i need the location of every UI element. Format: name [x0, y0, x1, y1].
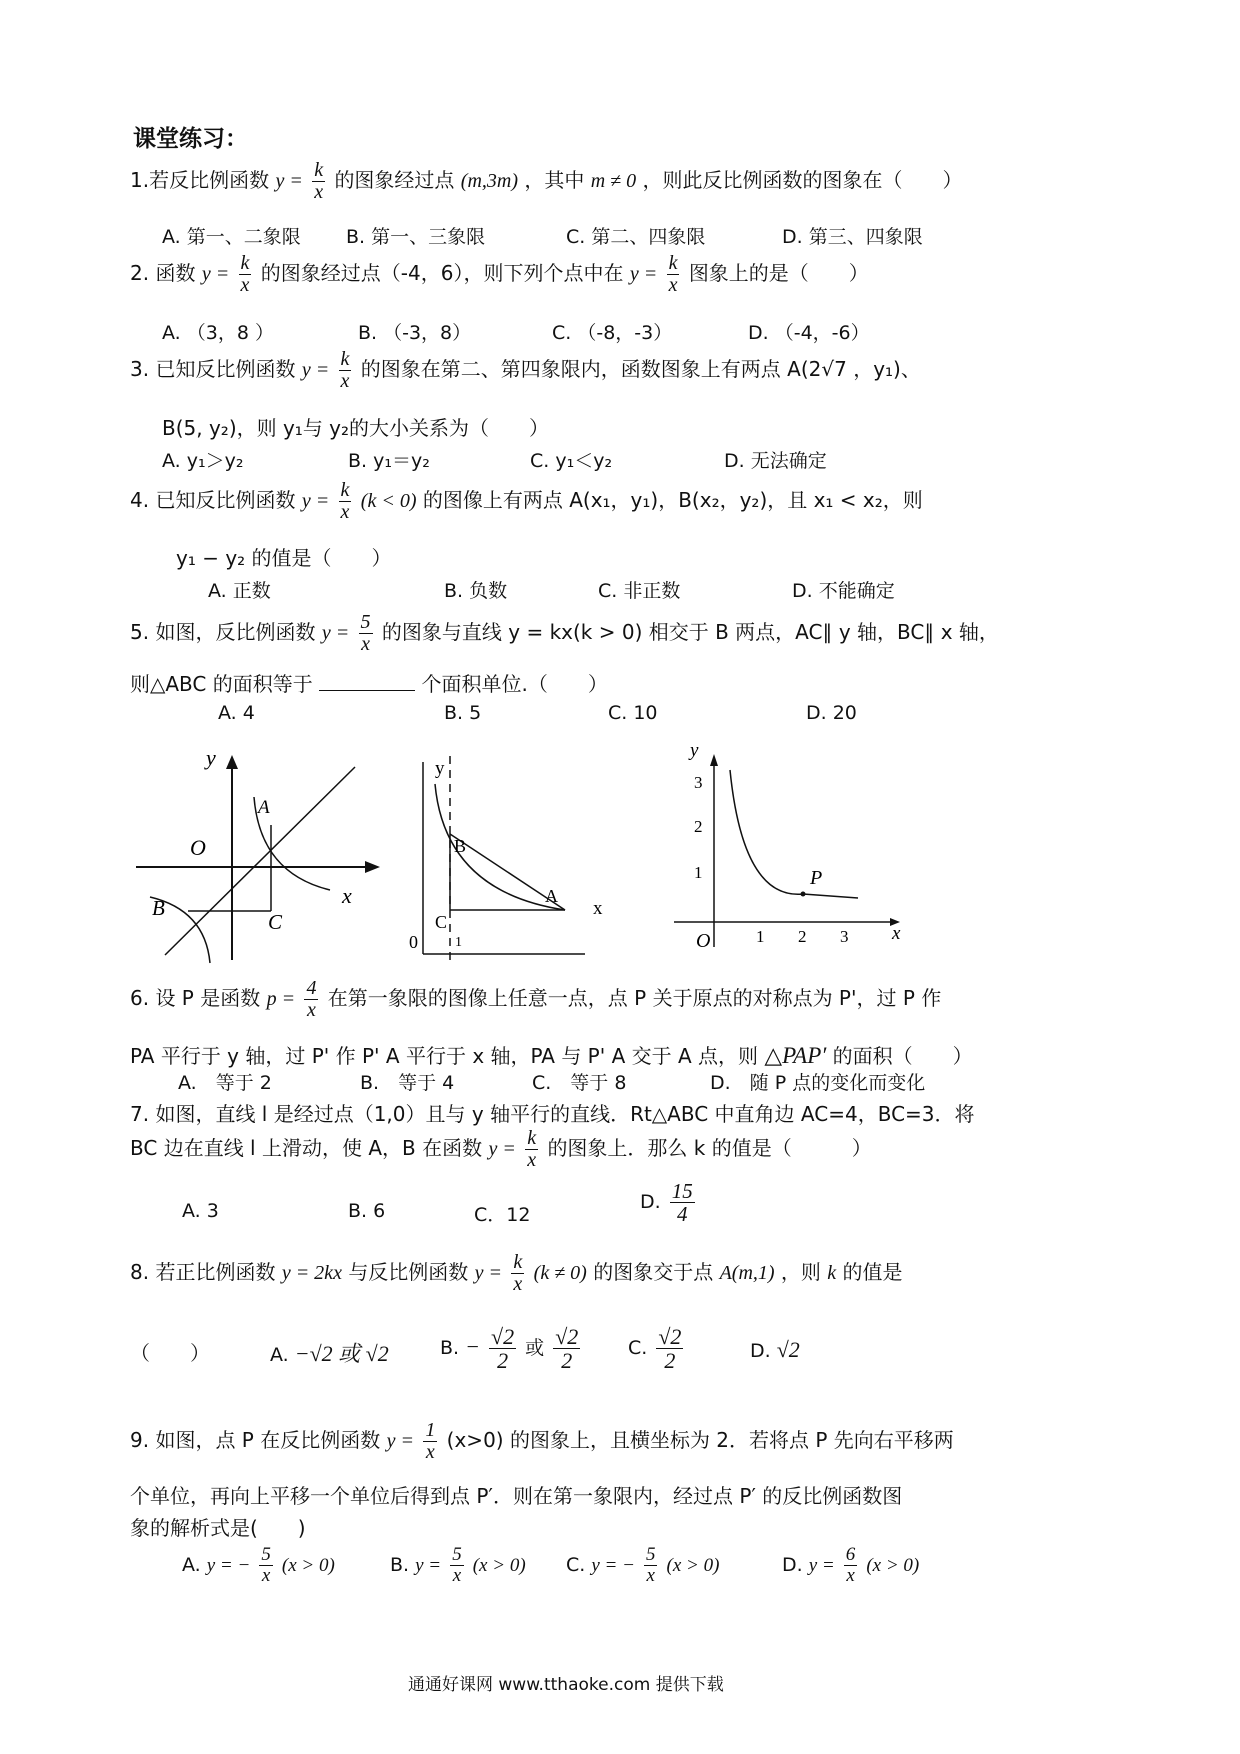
q1-frac-den: x [314, 181, 324, 203]
q5-text-b: 的图象与直线 y = kx(k > 0) 相交于 B 两点，AC∥ y 轴，BC∥ x 轴， [381, 620, 999, 644]
q5-option-c[interactable]: C. 10 [608, 702, 658, 724]
q5-frac-num: 5 [360, 611, 371, 633]
q8-text-a: 8. 若正比例函数 [130, 1260, 276, 1284]
fig2-label-1: 1 [455, 935, 462, 950]
q1-point: (m,3m) [460, 170, 519, 192]
q1-text-b: 的图象经过点 [334, 168, 455, 192]
q3-option-a[interactable]: A. y₁＞y₂ [162, 450, 244, 472]
q8-point: A(m,1) [719, 1262, 775, 1284]
q2-frac-den-2: x [668, 274, 678, 296]
q6-text-b: 在第一象限的图像上任意一点，点 P 关于原点的对称点为 P'，过 P 作 [327, 986, 942, 1010]
q5-option-d[interactable]: D. 20 [806, 702, 857, 724]
fig1-label-y: y [206, 745, 216, 770]
q5-text-a: 5. 如图，反比例函数 [130, 620, 316, 644]
q9-a-num: 5 [261, 1544, 271, 1565]
q7-option-d-fraction [670, 1180, 695, 1225]
q9-text-a: 9. 如图，点 P 在反比例函数 [130, 1428, 381, 1452]
q5-line-2 [130, 668, 608, 697]
q8-fraction [511, 1252, 524, 1295]
q9-option-d-label: D. [782, 1553, 803, 1576]
q2-fraction-2 [667, 253, 680, 296]
fig3-ytick-3: 3 [694, 773, 703, 792]
q6-line2-b: 的面积（ ） [832, 1044, 973, 1068]
q9-option-b-frac [450, 1545, 464, 1586]
q4-option-b[interactable]: B. 负数 [444, 580, 508, 602]
q4-frac-den: x [340, 501, 350, 523]
q8-paren: （ ） [130, 1341, 210, 1365]
q6-option-c[interactable]: C. 等于 8 [532, 1072, 627, 1094]
q4-text-b: 的图像上有两点 A(x₁，y₁)，B(x₂，y₂)，且 x₁ < x₂，则 [422, 488, 923, 512]
q2-option-c[interactable]: C. （-8，-3） [552, 322, 673, 344]
question-1 [130, 160, 963, 203]
q4-line-2: y₁ − y₂ 的值是（ ） [176, 546, 392, 570]
q8-text-c: 的图象交于点 [593, 1260, 714, 1284]
q8-b-den-1: 2 [497, 1348, 509, 1374]
fig1-line-kx [165, 767, 355, 955]
q9-option-b-label: B. [390, 1553, 410, 1576]
q2-text-b: 的图象经过点（-4，6），则下列个点中在 [260, 261, 624, 285]
figure-2 [405, 742, 615, 967]
q2-text-a: 2. 函数 [130, 261, 196, 285]
fig3-label-o: O [696, 930, 711, 952]
question-2 [130, 253, 869, 296]
q2-option-d[interactable]: D. （-4，-6） [748, 322, 870, 344]
q9-a-den: x [261, 1564, 271, 1586]
q5-y-eq: y = [321, 622, 350, 644]
q8-option-c-frac [656, 1325, 683, 1372]
q8-expr1: y = 2kx [281, 1262, 342, 1284]
q9-d-den: x [846, 1564, 855, 1586]
q9-option-a-frac [259, 1545, 273, 1586]
q2-y-eq: y = [201, 263, 230, 285]
q6-fraction [304, 978, 318, 1021]
q5-option-b[interactable]: B. 5 [444, 702, 482, 724]
q7-d-den: 4 [676, 1202, 688, 1227]
q3-line-2: B(5, y₂)，则 y₁与 y₂的大小关系为（ ） [162, 416, 550, 440]
fig2-label-b: B [454, 836, 467, 856]
q6-line-2 [130, 1040, 973, 1069]
fig3-ytick-1: 1 [694, 863, 703, 882]
q7-option-b[interactable]: B. 6 [348, 1200, 386, 1222]
q9-b-den: x [452, 1564, 462, 1586]
q9-option-c-lhs: y = − [591, 1554, 635, 1576]
q6-triangle: △PAP′ [764, 1043, 827, 1068]
q1-option-b[interactable]: B. 第一、三象限 [346, 226, 486, 248]
q4-option-a[interactable]: A. 正数 [208, 580, 271, 602]
q1-text-a: 1.若反比例函数 [130, 168, 270, 192]
q2-frac-num: k [240, 252, 250, 274]
q1-text-c: ，其中 [524, 168, 585, 192]
q3-option-b[interactable]: B. y₁＝y₂ [348, 450, 430, 472]
q7-line2-a: BC 边在直线 l 上滑动，使 A，B 在函数 [130, 1136, 483, 1160]
q5-answer-blank[interactable] [319, 690, 415, 691]
fig1-label-a: A [258, 797, 270, 818]
q9-text-b: (x>0) 的图象上，且横坐标为 2．若将点 P 先向右平移两 [446, 1428, 954, 1452]
fig2-label-a: A [545, 886, 558, 906]
q7-fraction [525, 1128, 538, 1171]
q3-text-a: 3. 已知反比例函数 [130, 357, 296, 381]
q9-option-d-tail: (x > 0) [866, 1554, 920, 1576]
q8-option-a[interactable] [270, 1337, 389, 1368]
q9-y-eq: y = [386, 1430, 414, 1452]
q9-option-d-lhs: y = [808, 1554, 835, 1576]
fig3-xtick-1: 1 [756, 927, 765, 946]
q8-k: k [827, 1262, 837, 1284]
q1-fraction [312, 160, 325, 203]
q9-d-num: 6 [845, 1544, 856, 1565]
fig3-xtick-2: 2 [798, 927, 807, 946]
fig1-y-arrow [226, 755, 238, 769]
q9-line-2: 个单位，再向上平移一个单位后得到点 P′．则在第一象限内，经过点 P′ 的反比例函数图 [130, 1484, 903, 1508]
q5-line2-a: 则△ABC 的面积等于 [130, 672, 313, 696]
q8-text-b: 与反比例函数 [348, 1260, 469, 1284]
fig1-x-arrow [365, 861, 380, 873]
fig3-y-arrow [710, 754, 718, 766]
q8-option-b-or: 或 [525, 1337, 545, 1360]
q8-option-d-label: D. [750, 1340, 771, 1362]
q9-option-c-tail: (x > 0) [666, 1554, 720, 1576]
q9-b-num: 5 [452, 1544, 462, 1565]
q9-option-c[interactable] [566, 1545, 719, 1586]
q9-option-b[interactable] [390, 1545, 526, 1586]
q5-frac-den: x [361, 633, 370, 655]
fig3-point-p [801, 892, 806, 897]
q8-text-d: ，则 [780, 1260, 821, 1284]
q9-c-den: x [646, 1564, 655, 1586]
question-4 [130, 480, 923, 523]
q8-c-den: 2 [664, 1348, 676, 1374]
fig2-label-c: C [435, 912, 448, 932]
q1-frac-num: k [314, 159, 324, 181]
q8-option-d-expr: √2 [776, 1337, 800, 1362]
q9-option-b-tail: (x > 0) [472, 1554, 526, 1576]
q9-frac-num: 1 [425, 1419, 436, 1441]
q7-frac-den: x [527, 1149, 537, 1171]
q4-cond: (k < 0) [360, 490, 417, 512]
q8-b-num-1: √2 [491, 1324, 515, 1349]
q3-option-c[interactable]: C. y₁＜y₂ [530, 450, 613, 472]
q7-line2-b: 的图象上．那么 k 的值是（ ） [547, 1136, 872, 1160]
figure-3 [668, 742, 910, 957]
q8-option-a-expr: −√2 或 √2 [294, 1341, 389, 1366]
question-9 [130, 1420, 954, 1463]
fig2-label-o: 0 [409, 932, 418, 952]
q5-option-a[interactable]: A. 4 [218, 702, 255, 724]
fig1-label-c: C [268, 910, 283, 934]
q9-frac-den: x [425, 1441, 435, 1463]
section-heading: 课堂练习： [133, 126, 248, 152]
q8-option-b-frac-2 [553, 1325, 580, 1372]
question-5 [130, 612, 999, 655]
q8-cond: (k ≠ 0) [533, 1262, 587, 1284]
q8-option-c-label: C. [628, 1337, 648, 1360]
fig3-xtick-3: 3 [840, 927, 849, 946]
q8-frac-num: k [513, 1251, 523, 1273]
q8-option-a-label: A. [270, 1344, 289, 1366]
q6-option-a[interactable]: A. 等于 2 [178, 1072, 272, 1094]
q7-option-c[interactable]: C．12 [474, 1204, 531, 1226]
q4-option-d[interactable]: D. 不能确定 [792, 580, 895, 602]
q3-fraction [339, 349, 352, 392]
q8-b-den-2: 2 [561, 1348, 573, 1374]
q9-option-b-lhs: y = [415, 1554, 442, 1576]
q9-fraction [423, 1420, 437, 1463]
q6-frac-num: 4 [306, 977, 317, 999]
question-8 [130, 1252, 903, 1295]
q3-y-eq: y = [301, 359, 330, 381]
q9-option-c-label: C. [566, 1553, 586, 1576]
q7-y-eq: y = [488, 1138, 516, 1160]
q6-line2-a: PA 平行于 y 轴，过 P' 作 P' A 平行于 x 轴，PA 与 P' A 交于 A 点，则 [130, 1044, 759, 1068]
q7-option-a[interactable]: A. 3 [182, 1200, 219, 1222]
q9-option-a-label: A. [182, 1553, 201, 1576]
fig3-label-x: x [892, 923, 901, 944]
q6-frac-den: x [306, 999, 316, 1021]
q4-option-c[interactable]: C. 非正数 [598, 580, 681, 602]
q1-cond: m ≠ 0 [590, 170, 637, 192]
q7-frac-num: k [527, 1127, 537, 1149]
q2-fraction [239, 253, 252, 296]
q1-option-a[interactable]: A. 第一、二象限 [162, 226, 301, 248]
q7-d-num: 15 [671, 1179, 693, 1203]
q8-text-e: 的值是 [842, 1260, 903, 1284]
q2-frac-den: x [240, 274, 250, 296]
q9-option-a-tail: (x > 0) [281, 1554, 335, 1576]
q8-option-b-label: B. [440, 1337, 460, 1360]
q9-option-d-frac [844, 1545, 858, 1586]
fig3-ytick-2: 2 [694, 817, 703, 836]
figure-1 [130, 745, 380, 965]
q2-frac-num-2: k [668, 252, 678, 274]
q8-y-eq: y = [474, 1262, 503, 1284]
q8-option-c[interactable] [628, 1325, 686, 1372]
q7-option-d[interactable] [640, 1180, 698, 1225]
q1-y-eq: y = [275, 170, 303, 192]
fig3-label-p: P [810, 867, 823, 889]
q4-fraction [339, 480, 352, 523]
q8-b-num-2: √2 [555, 1324, 579, 1349]
q9-c-num: 5 [645, 1544, 656, 1565]
fig2-label-y: y [435, 758, 445, 779]
q7-option-d-label: D. [640, 1191, 661, 1214]
q3-frac-den: x [340, 370, 350, 392]
q6-option-b[interactable]: B. 等于 4 [360, 1072, 455, 1094]
q2-option-a[interactable]: A. （3，8 ） [162, 322, 274, 344]
q8-option-b[interactable] [440, 1325, 583, 1372]
q2-text-c: 图象上的是（ ） [688, 261, 869, 285]
fig2-label-x: x [593, 898, 603, 919]
fig1-label-o: O [190, 835, 206, 860]
q9-line-3: 象的解析式是( ) [130, 1516, 306, 1540]
page-footer[interactable]: 通通好课网 www.tthaoke.com 提供下载 [408, 1675, 724, 1695]
q6-p-eq: p = [266, 988, 296, 1010]
q9-option-d[interactable] [782, 1545, 919, 1586]
fig3-label-y: y [690, 742, 699, 761]
q7-line-2 [130, 1128, 872, 1171]
q8-c-num: √2 [658, 1324, 682, 1349]
q8-option-d[interactable] [750, 1337, 800, 1363]
fig1-label-x: x [342, 883, 352, 908]
q1-text-d: ，则此反比例函数的图象在（ ） [642, 168, 963, 192]
q5-line2-b: 个面积单位.（ ） [421, 672, 608, 696]
q9-option-a-lhs: y = − [206, 1554, 251, 1576]
q3-frac-num: k [340, 348, 350, 370]
q9-option-a[interactable] [182, 1545, 335, 1586]
q9-option-c-frac [644, 1545, 658, 1586]
q2-y-eq-2: y = [629, 263, 658, 285]
q1-option-d[interactable]: D. 第三、四象限 [782, 226, 923, 248]
fig3-curve [730, 770, 858, 898]
q4-frac-num: k [340, 479, 350, 501]
q4-y-eq: y = [301, 490, 330, 512]
q6-option-d[interactable]: D. 随 P 点的变化而变化 [710, 1072, 926, 1094]
q4-text-a: 4. 已知反比例函数 [130, 488, 296, 512]
q3-text-b: 的图象在第二、第四象限内，函数图象上有两点 A(2√7 ，y₁)、 [360, 357, 921, 381]
q3-option-d[interactable]: D. 无法确定 [724, 450, 827, 472]
fig1-label-b: B [152, 896, 165, 920]
question-3 [130, 349, 921, 392]
q1-option-c[interactable]: C. 第二、四象限 [566, 226, 706, 248]
question-6 [130, 978, 941, 1021]
q5-fraction [359, 612, 373, 655]
q8-option-b-sign: − [465, 1334, 480, 1360]
q6-text-a: 6. 设 P 是函数 [130, 986, 261, 1010]
q7-line-1: 7. 如图，直线 l 是经过点（1,0）且与 y 轴平行的直线．Rt△ABC 中直角边 AC=4，BC=3．将 [130, 1102, 975, 1126]
q8-frac-den: x [513, 1273, 523, 1295]
q2-option-b[interactable]: B. （-3，8） [358, 322, 472, 344]
q8-option-b-frac-1 [489, 1325, 516, 1372]
